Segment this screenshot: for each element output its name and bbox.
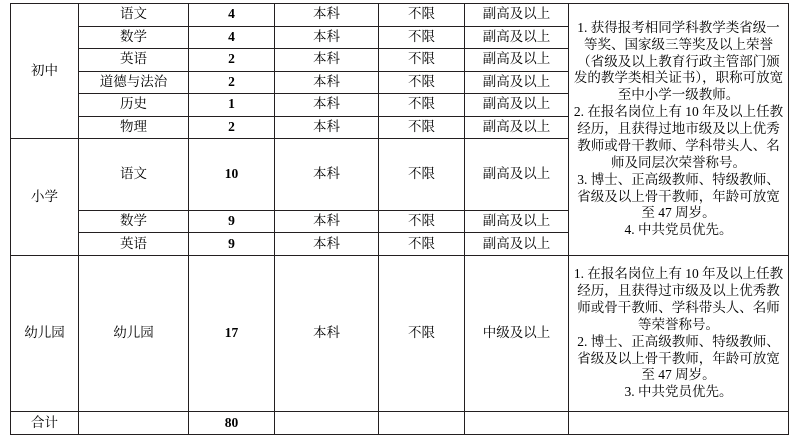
count-cell: 2 [189,49,275,72]
title-cell: 副高及以上 [465,26,569,49]
title-cell: 副高及以上 [465,233,569,256]
education-cell: 本科 [275,26,379,49]
title-cell: 副高及以上 [465,139,569,211]
note-line: 2. 在报名岗位上有 10 年及以上任教经历，且获得过地市级及以上优秀教师或骨干教师、学科带头人、名师及同层次荣誉称号。 [573,104,784,170]
major-cell: 不限 [379,49,465,72]
title-cell: 副高及以上 [465,116,569,139]
title-cell: 副高及以上 [465,94,569,117]
count-cell: 2 [189,71,275,94]
note-line: 1. 获得报考相同学科教学类省级一等奖、国家级三等奖及以上荣誉（省级及以上教育行政主管部门颁发的教学类相关证书），职称可放宽至中小学一级教师。 [573,19,784,103]
notes-cell-primary-secondary [569,4,789,256]
count-cell: 9 [189,233,275,256]
major-cell: 不限 [379,71,465,94]
count-cell: 4 [189,4,275,27]
title-cell: 副高及以上 [465,49,569,72]
education-cell: 本科 [275,233,379,256]
note-line: 3. 博士、正高级教师、特级教师、省级及以上骨干教师，年龄可放宽至 47 周岁。 [577,171,780,221]
table-row-total [11,412,789,435]
major-cell: 不限 [379,26,465,49]
count-cell: 17 [189,255,275,411]
total-title-cell [465,412,569,435]
subject-cell: 英语 [79,233,189,256]
title-cell: 副高及以上 [465,71,569,94]
major-cell: 不限 [379,255,465,411]
notes-cell-kindergarten [569,255,789,411]
count-cell: 10 [189,139,275,211]
major-cell: 不限 [379,210,465,233]
subject-cell: 幼儿园 [79,255,189,411]
subject-cell: 语文 [79,4,189,27]
subject-cell: 道德与法治 [79,71,189,94]
recruitment-table [10,3,789,435]
count-cell: 4 [189,26,275,49]
subject-cell: 数学 [79,210,189,233]
title-cell: 副高及以上 [465,210,569,233]
education-cell: 本科 [275,94,379,117]
education-cell: 本科 [275,255,379,411]
subject-cell: 语文 [79,139,189,211]
title-cell: 中级及以上 [465,255,569,411]
major-cell: 不限 [379,4,465,27]
count-cell: 9 [189,210,275,233]
total-label-cell: 合计 [11,412,79,435]
education-cell: 本科 [275,4,379,27]
note-line: 3. 中共党员优先。 [624,384,733,400]
total-education-cell [275,412,379,435]
count-cell: 2 [189,116,275,139]
note-line: 4. 中共党员优先。 [624,222,733,238]
total-count-cell: 80 [189,412,275,435]
table-row [11,4,789,27]
total-notes-cell [569,412,789,435]
education-cell: 本科 [275,116,379,139]
major-cell: 不限 [379,233,465,256]
education-cell: 本科 [275,139,379,211]
subject-cell: 数学 [79,26,189,49]
subject-cell: 物理 [79,116,189,139]
note-line: 2. 博士、正高级教师、特级教师、省级及以上骨干教师，年龄可放宽至 47 周岁。 [577,333,780,383]
table-row [11,255,789,411]
subject-cell: 历史 [79,94,189,117]
major-cell: 不限 [379,139,465,211]
total-subject-cell [79,412,189,435]
subject-cell: 英语 [79,49,189,72]
stage-cell-junior: 初中 [11,4,79,139]
stage-cell-primary: 小学 [11,139,79,256]
note-line: 1. 在报名岗位上有 10 年及以上任教经历，且获得过市级及以上优秀教师或骨干教师、学科带头人、名师等荣誉称号。 [573,266,784,332]
total-major-cell [379,412,465,435]
education-cell: 本科 [275,49,379,72]
count-cell: 1 [189,94,275,117]
title-cell: 副高及以上 [465,4,569,27]
education-cell: 本科 [275,71,379,94]
major-cell: 不限 [379,94,465,117]
stage-cell-kindergarten: 幼儿园 [11,255,79,411]
education-cell: 本科 [275,210,379,233]
major-cell: 不限 [379,116,465,139]
